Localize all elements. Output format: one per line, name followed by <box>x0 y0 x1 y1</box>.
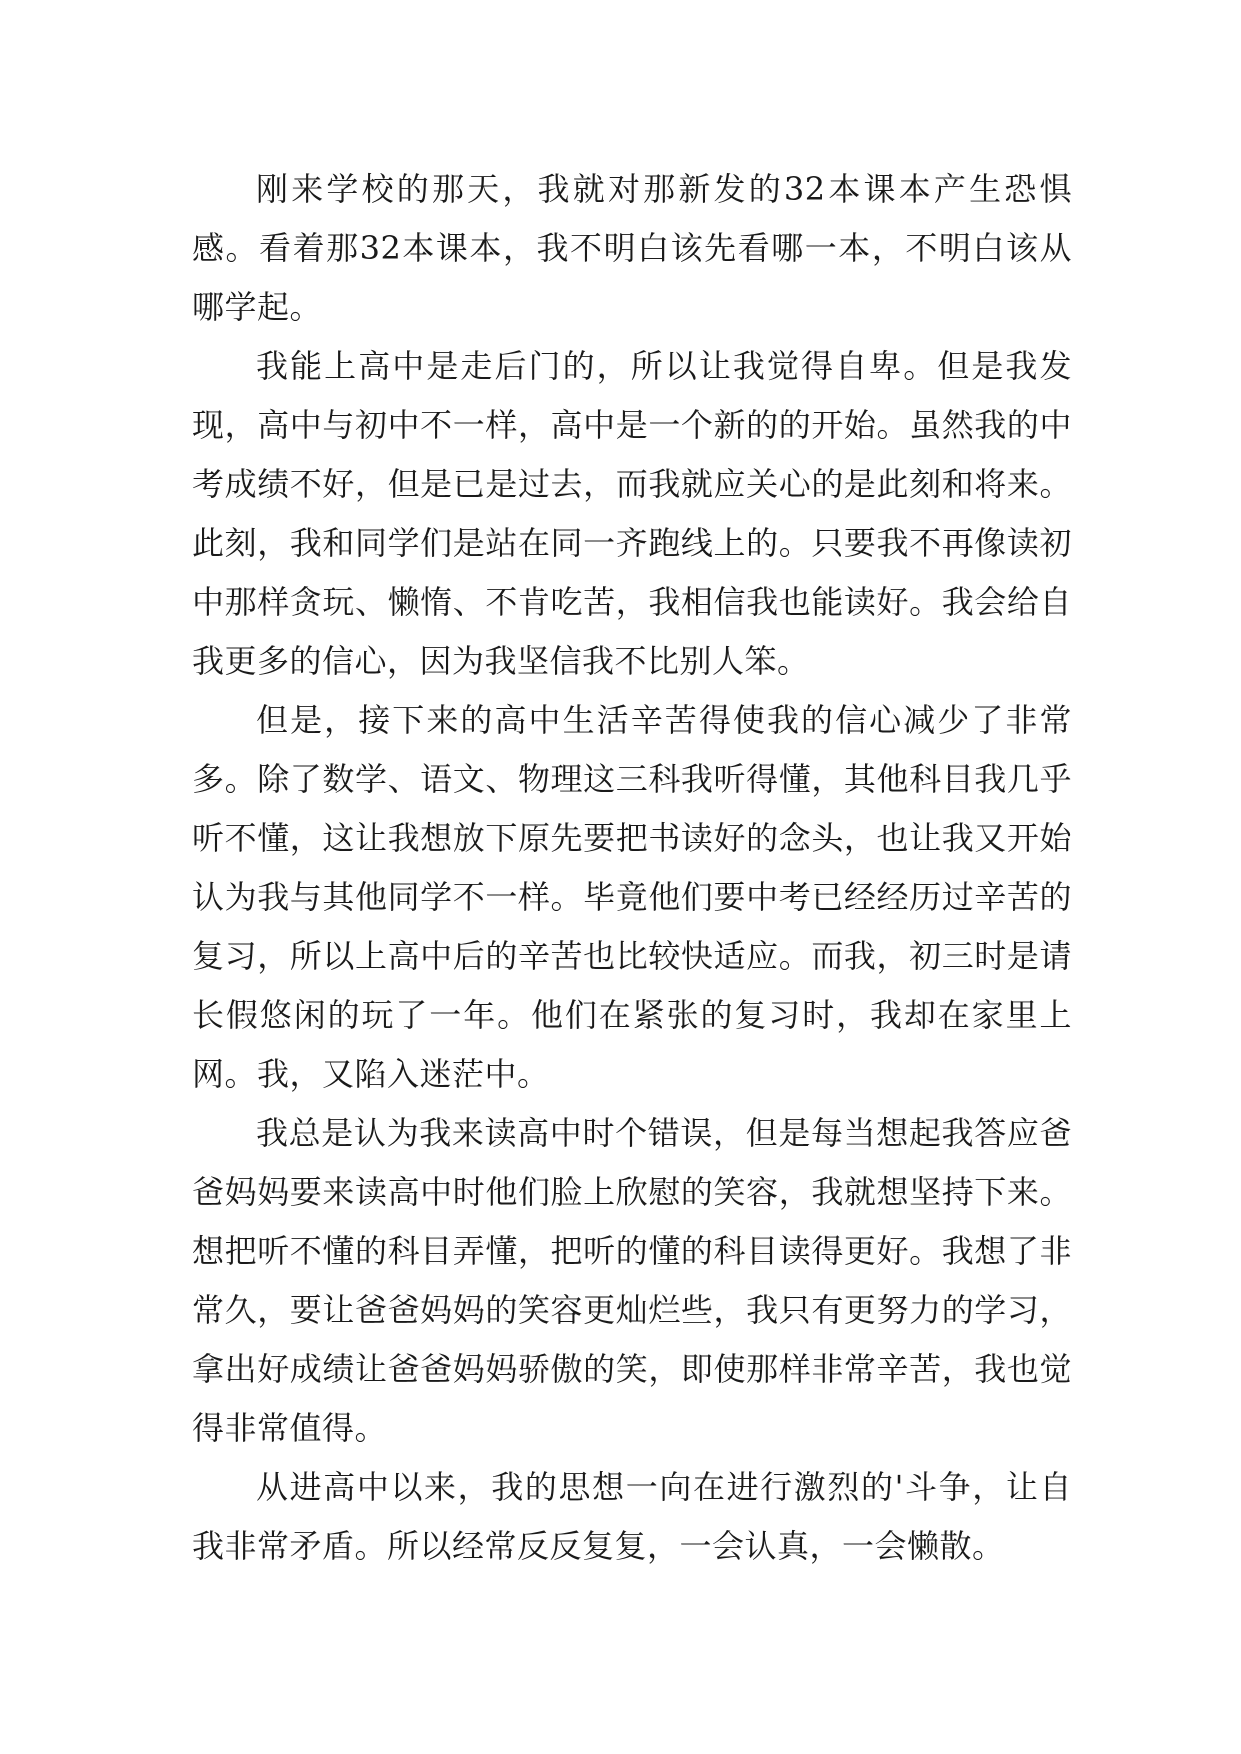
paragraph: 刚来学校的那天，我就对那新发的32本课本产生恐惧感。看着那32本课本，我不明白该先看哪一本，不明白该从哪学起。 <box>192 170 1072 326</box>
paragraph: 从进高中以来，我的思想一向在进行激烈的'斗争，让自我非常矛盾。所以经常反反复复，一会认真，一会懒散。 <box>192 1468 1072 1565</box>
paragraph: 我能上高中是走后门的，所以让我觉得自卑。但是我发现，高中与初中不一样，高中是一个新的的开始。虽然我的中考成绩不好，但是已是过去，而我就应关心的是此刻和将来。此刻，我和同学们是站在同一齐跑线上的。只要我不再像读初中那样贪玩、懒惰、不肯吃苦，我相信我也能读好。我会给自我更多的信心，因为我坚信我不比别人笨。 <box>192 347 1072 680</box>
document-body <box>192 160 1072 1576</box>
paragraph: 我总是认为我来读高中时个错误，但是每当想起我答应爸爸妈妈要来读高中时他们脸上欣慰的笑容，我就想坚持下来。想把听不懂的科目弄懂，把听的懂的科目读得更好。我想了非常久，要让爸爸妈妈的笑容更灿烂些，我只有更努力的学习，拿出好成绩让爸爸妈妈骄傲的笑，即使那样非常辛苦，我也觉得非常值得。 <box>192 1114 1072 1447</box>
paragraph: 但是，接下来的高中生活辛苦得使我的信心减少了非常多。除了数学、语文、物理这三科我听得懂，其他科目我几乎听不懂，这让我想放下原先要把书读好的念头，也让我又开始认为我与其他同学不一样。毕竟他们要中考已经经历过辛苦的复习，所以上高中后的辛苦也比较快适应。而我，初三时是请长假悠闲的玩了一年。他们在紧张的复习时，我却在家里上网。我，又陷入迷茫中。 <box>192 701 1072 1093</box>
